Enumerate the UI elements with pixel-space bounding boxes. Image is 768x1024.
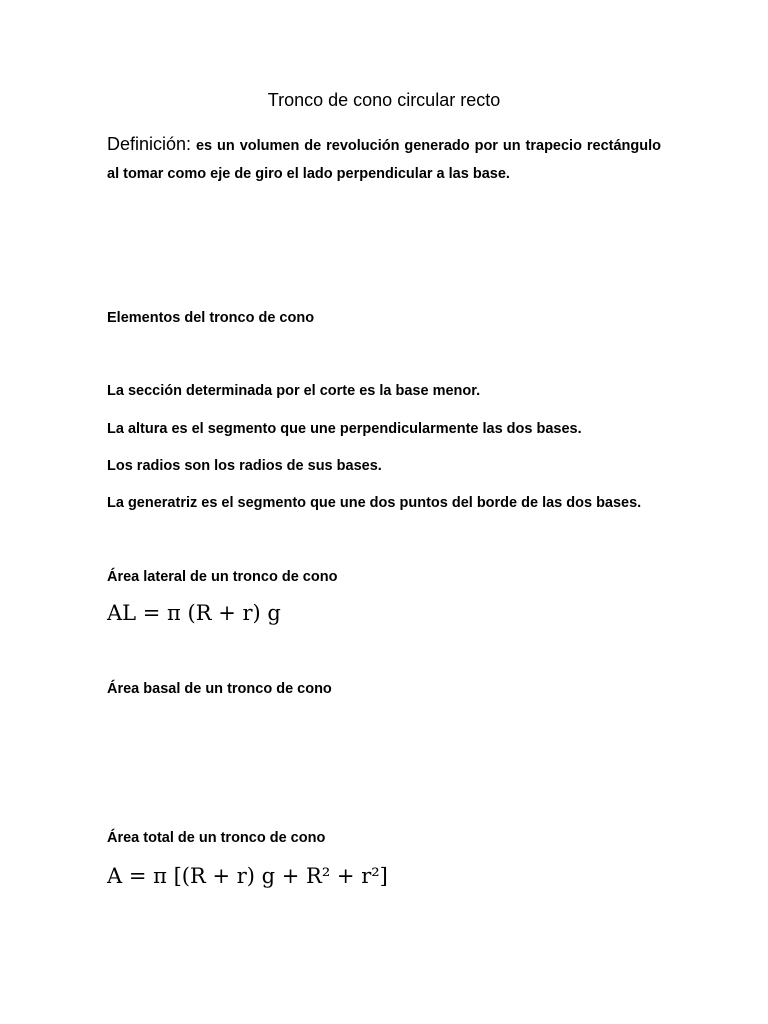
lateral-area-heading: Área lateral de un tronco de cono — [107, 569, 338, 585]
lateral-area-formula: AL = π (R + r) g — [107, 601, 281, 625]
element-item-altura: La altura es el segmento que une perpendicularmente las dos bases. — [107, 421, 582, 437]
definition-text: es un volumen de revolución generado por un trapecio rectángulo al tomar como eje de giro el lado perpendicular a las base. — [107, 138, 661, 182]
total-area-formula: A = π [(R + r) g + R² + r²] — [107, 864, 388, 888]
definition-paragraph — [107, 130, 661, 188]
total-area-heading: Área total de un tronco de cono — [107, 830, 326, 846]
page-title: Tronco de cono circular recto — [267, 90, 501, 110]
element-item-generatriz: La generatriz es el segmento que une dos puntos del borde de las dos bases. — [107, 495, 642, 511]
basal-area-heading: Área basal de un tronco de cono — [107, 681, 332, 697]
elements-heading: Elementos del tronco de cono — [107, 310, 315, 326]
definition-term: Definición: — [107, 134, 192, 154]
element-item-base-menor: La sección determinada por el corte es la base menor. — [107, 383, 481, 399]
element-item-radios: Los radios son los radios de sus bases. — [107, 458, 382, 474]
